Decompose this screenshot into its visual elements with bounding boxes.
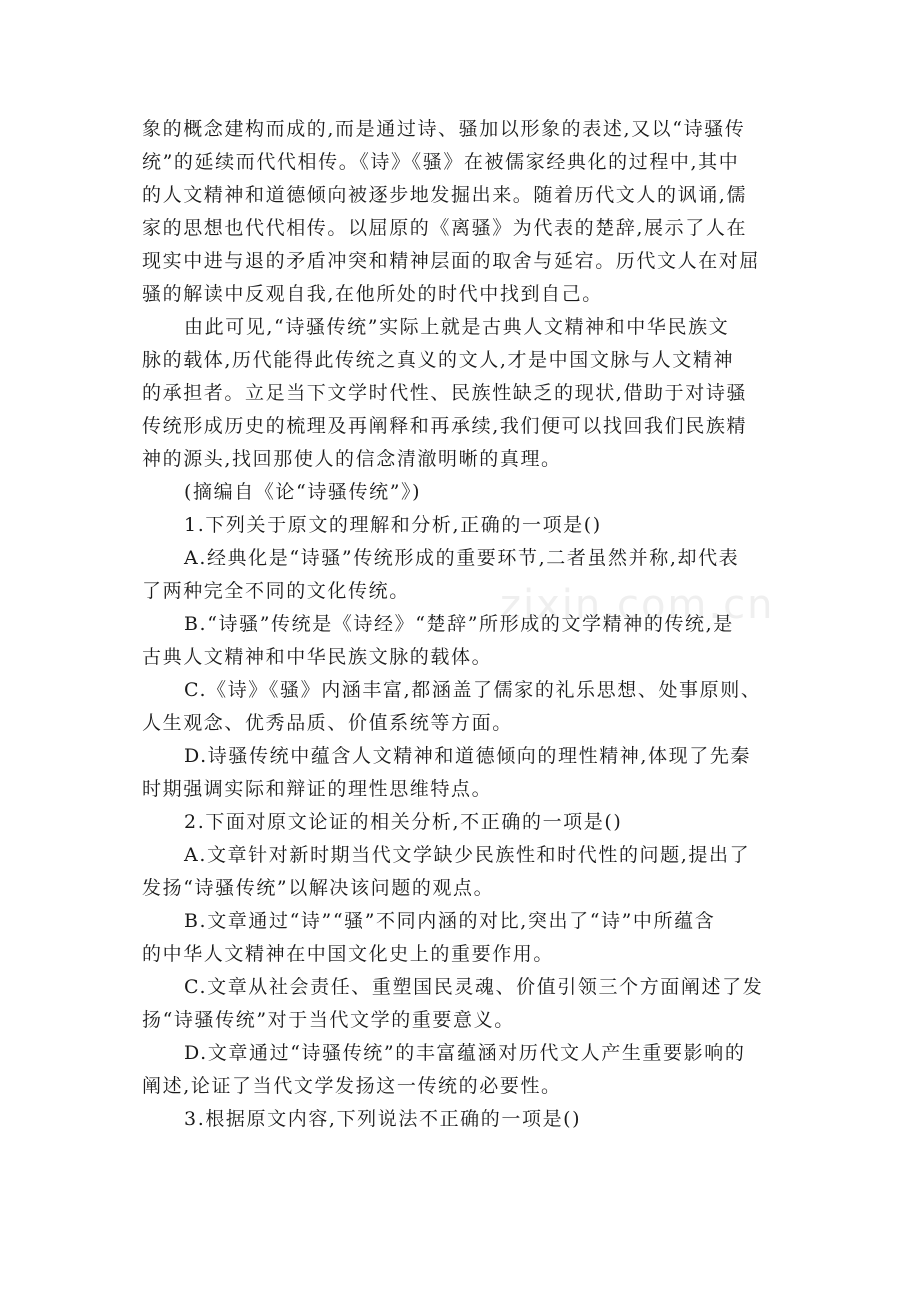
text-line: 骚的解读中反观自我,在他所处的时代中找到自己。 [142, 283, 603, 305]
text-line: 的人文精神和道德倾向被逐步地发掘出来。随着历代文人的讽诵,儒 [142, 184, 748, 206]
q1-option-b: B.“诗骚”传统是《诗经》“楚辞”所形成的文学精神的传统,是 [184, 613, 734, 635]
article-body [142, 113, 782, 1136]
text-line: 现实中进与退的矛盾冲突和精神层面的取舍与延宕。历代文人在对屈 [142, 250, 761, 272]
q2-option-b: B.文章通过“诗”“骚”不同内涵的对比,突出了“诗”中所蕴含 [184, 910, 716, 932]
question-3: 3.根据原文内容,下列说法不正确的一项是() [184, 1108, 582, 1130]
text-line: 的承担者。立足当下文学时代性、民族性缺乏的现状,借助于对诗骚 [142, 382, 748, 404]
text-line: 象的概念建构而成的,而是通过诗、骚加以形象的表述,又以“诗骚传 [142, 118, 746, 140]
q1-option-c: C.《诗》《骚》内涵丰富,都涵盖了儒家的礼乐思想、处事原则、 [184, 679, 762, 701]
question-1: 1.下列关于原文的理解和分析,正确的一项是() [184, 514, 602, 536]
q1-option-b-cont: 古典人文精神和中华民族文脉的载体。 [142, 646, 493, 668]
q1-option-c-cont: 人生观念、优秀品质、价值系统等方面。 [142, 712, 513, 734]
q2-option-c-cont: 扬“诗骚传统”对于当代文学的重要意义。 [142, 1009, 515, 1031]
q1-option-d-cont: 时期强调实际和辩证的理性思维特点。 [142, 778, 493, 800]
q1-option-d: D.诗骚传统中蕴含人文精神和道德倾向的理性精神,体现了先秦 [184, 745, 752, 767]
q1-option-a: A.经典化是“诗骚”传统形成的重要环节,二者虽然并称,却代表 [184, 547, 740, 569]
q2-option-a-cont: 发扬“诗骚传统”以解决该问题的观点。 [142, 877, 495, 899]
source-citation: (摘编自《论“诗骚传统”》) [184, 481, 422, 503]
text-line: 脉的载体,历代能得此传统之真义的文人,才是中国文脉与人文精神 [142, 349, 735, 371]
watermark: zixin.com.cn [500, 582, 775, 628]
text-line: 神的源头,找回那使人的信念清澈明晰的真理。 [142, 448, 562, 470]
text-line: 统”的延续而代代相传。《诗》《骚》在被儒家经典化的过程中,其中 [142, 151, 740, 173]
q2-option-c: C.文章从社会责任、重塑国民灵魂、价值引领三个方面阐述了发 [184, 976, 764, 998]
text-line: 家的思想也代代相传。以屈原的《离骚》为代表的楚辞,展示了人在 [142, 217, 748, 239]
q2-option-d-cont: 阐述,论证了当代文学发扬这一传统的必要性。 [142, 1075, 562, 1097]
text-line: 传统形成历史的梳理及再阐释和再承续,我们便可以找回我们民族精 [142, 415, 748, 437]
question-2: 2.下面对原文论证的相关分析,不正确的一项是() [184, 811, 623, 833]
q2-option-a: A.文章针对新时期当代文学缺少民族性和时代性的问题,提出了 [184, 844, 751, 866]
q1-option-a-cont: 了两种完全不同的文化传统。 [142, 580, 410, 602]
q2-option-d: D.文章通过“诗骚传统”的丰富蕴涵对历代文人产生重要影响的 [184, 1042, 746, 1064]
text-line: 由此可见,“诗骚传统”实际上就是古典人文精神和中华民族文 [184, 316, 730, 338]
q2-option-b-cont: 的中华人文精神在中国文化史上的重要作用。 [142, 943, 555, 965]
